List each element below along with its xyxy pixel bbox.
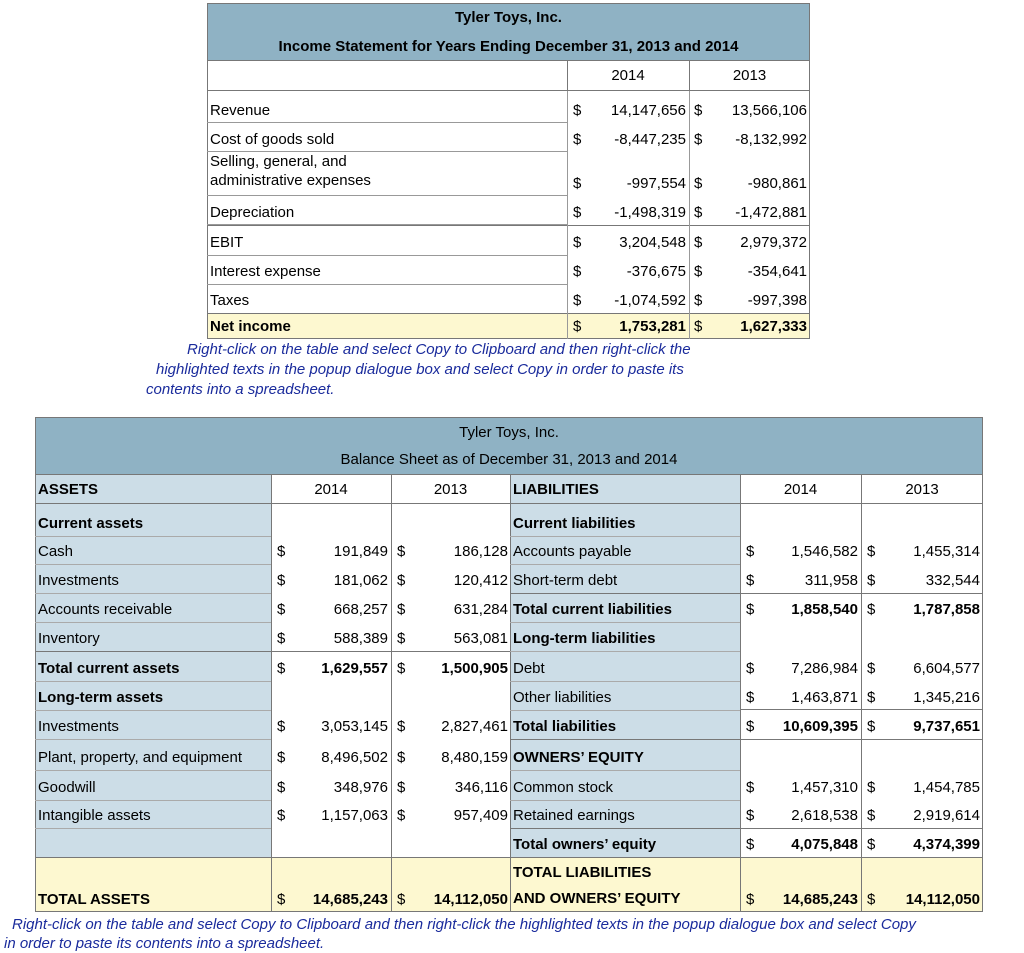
income-copy-instruction: Right-click on the table and select Copy to Clipboard and then right-click the <box>187 341 691 358</box>
income-value-2013: -1,472,881 <box>735 204 807 221</box>
liabilities-value-2014: 10,609,395 <box>782 718 858 735</box>
currency-symbol: $ <box>746 891 755 908</box>
income-value-2013: -8,132,992 <box>735 131 807 148</box>
currency-symbol: $ <box>277 572 286 589</box>
currency-symbol: $ <box>397 543 406 560</box>
liabilities-header: LIABILITIES <box>513 481 599 498</box>
income-value-2013: -354,641 <box>747 263 807 280</box>
currency-symbol: $ <box>694 175 703 192</box>
income-row-label: Selling, general, and <box>210 153 347 170</box>
currency-symbol: $ <box>397 807 406 824</box>
liabilities-label: Other liabilities <box>513 689 612 706</box>
liabilities-value-2014: 311,958 <box>804 572 858 589</box>
currency-symbol: $ <box>573 263 582 280</box>
currency-symbol: $ <box>694 131 703 148</box>
currency-symbol: $ <box>277 660 286 677</box>
assets-value-2014: 14,685,243 <box>312 891 388 908</box>
assets-value-2013: 2,827,461 <box>441 718 508 735</box>
liabilities-label: Total current liabilities <box>513 601 672 618</box>
bs-assets-year-2014: 2014 <box>314 481 348 498</box>
income-value-2013: 13,566,106 <box>731 102 807 119</box>
currency-symbol: $ <box>867 660 876 677</box>
balance-copy-instruction: Right-click on the table and select Copy to Clipboard and then right-click the highlighted texts in the popup dialogue box and select Copy <box>12 916 916 933</box>
liabilities-label: Debt <box>513 660 545 677</box>
currency-symbol: $ <box>694 292 703 309</box>
assets-label: TOTAL ASSETS <box>38 891 150 908</box>
currency-symbol: $ <box>746 689 755 706</box>
bs-liab-year-2013: 2013 <box>905 481 939 498</box>
assets-value-2013: 563,081 <box>453 630 508 647</box>
currency-symbol: $ <box>397 630 406 647</box>
income-row-label: Taxes <box>210 292 250 309</box>
currency-symbol: $ <box>573 131 582 148</box>
currency-symbol: $ <box>277 543 286 560</box>
liabilities-label: Long-term liabilities <box>513 630 656 647</box>
currency-symbol: $ <box>277 891 286 908</box>
income-row-label: Depreciation <box>210 204 295 221</box>
income-value-2014: 1,753,281 <box>619 318 686 335</box>
liabilities-label: Total liabilities <box>513 718 617 735</box>
currency-symbol: $ <box>277 779 286 796</box>
income-company-name: Tyler Toys, Inc. <box>455 9 562 26</box>
currency-symbol: $ <box>694 102 703 119</box>
assets-value-2013: 346,116 <box>454 779 508 796</box>
liabilities-label: Total owners’ equity <box>513 836 657 853</box>
currency-symbol: $ <box>867 543 876 560</box>
balance-copy-instruction: in order to paste its contents into a spreadsheet. <box>4 935 325 952</box>
liabilities-value-2013: 2,919,614 <box>913 807 980 824</box>
currency-symbol: $ <box>746 836 755 853</box>
balance-company-name: Tyler Toys, Inc. <box>459 424 559 441</box>
currency-symbol: $ <box>867 689 876 706</box>
income-value-2013: 2,979,372 <box>740 234 807 251</box>
liabilities-value-2013: 1,345,216 <box>913 689 980 706</box>
assets-label: Long-term assets <box>38 689 164 706</box>
liabilities-label: OWNERS’ EQUITY <box>513 749 644 766</box>
liabilities-value-2013: 1,787,858 <box>913 601 980 618</box>
currency-symbol: $ <box>573 318 582 335</box>
assets-value-2014: 8,496,502 <box>321 749 388 766</box>
assets-value-2014: 3,053,145 <box>321 718 388 735</box>
assets-value-2013: 186,128 <box>453 543 508 560</box>
currency-symbol: $ <box>746 807 755 824</box>
income-row-label: administrative expenses <box>210 172 371 189</box>
liabilities-value-2013: 9,737,651 <box>913 718 980 735</box>
currency-symbol: $ <box>277 749 286 766</box>
assets-value-2014: 668,257 <box>333 601 388 618</box>
liabilities-value-2014: 1,463,871 <box>791 689 858 706</box>
assets-label: Total current assets <box>38 660 180 677</box>
assets-value-2014: 1,157,063 <box>321 807 388 824</box>
currency-symbol: $ <box>397 749 406 766</box>
currency-symbol: $ <box>746 543 755 560</box>
assets-value-2013: 957,409 <box>453 807 508 824</box>
liabilities-value-2013: 6,604,577 <box>913 660 980 677</box>
liabilities-label: Retained earnings <box>513 807 635 824</box>
assets-label: Investments <box>38 572 119 589</box>
currency-symbol: $ <box>694 263 703 280</box>
liabilities-label: AND OWNERS’ EQUITY <box>513 890 681 907</box>
currency-symbol: $ <box>867 807 876 824</box>
assets-value-2013: 8,480,159 <box>441 749 508 766</box>
currency-symbol: $ <box>397 660 406 677</box>
assets-value-2014: 348,976 <box>333 779 388 796</box>
assets-value-2014: 588,389 <box>333 630 388 647</box>
liabilities-value-2014: 7,286,984 <box>791 660 858 677</box>
income-copy-instruction: highlighted texts in the popup dialogue box and select Copy in order to paste its <box>156 361 684 378</box>
assets-header: ASSETS <box>38 481 99 498</box>
income-value-2013: -980,861 <box>747 175 807 192</box>
currency-symbol: $ <box>573 292 582 309</box>
liabilities-value-2014: 4,075,848 <box>791 836 858 853</box>
assets-label: Goodwill <box>38 779 96 796</box>
currency-symbol: $ <box>867 836 876 853</box>
income-value-2014: -376,675 <box>626 263 686 280</box>
assets-label: Accounts receivable <box>38 601 173 618</box>
income-row-label: Cost of goods sold <box>210 131 335 148</box>
bs-liab-year-2014: 2014 <box>783 481 818 498</box>
income-row-label: EBIT <box>210 234 244 251</box>
income-value-2014: -1,074,592 <box>614 292 686 309</box>
currency-symbol: $ <box>746 572 755 589</box>
income-row-label: Interest expense <box>210 263 321 280</box>
income-statement-table[interactable] <box>207 3 810 339</box>
currency-symbol: $ <box>277 601 286 618</box>
currency-symbol: $ <box>746 601 755 618</box>
assets-value-2013: 631,284 <box>453 601 508 618</box>
liabilities-value-2014: 14,685,243 <box>782 891 858 908</box>
currency-symbol: $ <box>397 891 406 908</box>
currency-symbol: $ <box>867 891 876 908</box>
currency-symbol: $ <box>397 718 406 735</box>
balance-sheet-title: Balance Sheet as of December 31, 2013 and 2014 <box>340 451 678 468</box>
liabilities-value-2014: 1,546,582 <box>791 543 858 560</box>
income-copy-instruction: contents into a spreadsheet. <box>146 381 335 398</box>
assets-label: Investments <box>38 718 119 735</box>
liabilities-label: Accounts payable <box>513 543 632 560</box>
currency-symbol: $ <box>867 779 876 796</box>
currency-symbol: $ <box>573 204 582 221</box>
assets-label: Inventory <box>38 630 100 647</box>
liabilities-value-2014: 1,858,540 <box>791 601 858 618</box>
income-row-label: Net income <box>210 318 291 335</box>
liabilities-label: Common stock <box>513 779 614 796</box>
currency-symbol: $ <box>397 779 406 796</box>
currency-symbol: $ <box>573 175 582 192</box>
income-value-2013: -997,398 <box>747 292 807 309</box>
assets-label: Current assets <box>38 515 144 532</box>
currency-symbol: $ <box>277 807 286 824</box>
income-value-2014: -8,447,235 <box>614 131 686 148</box>
income-statement-title: Income Statement for Years Ending December 31, 2013 and 2014 <box>278 38 739 55</box>
balance-sheet-table[interactable] <box>35 417 983 912</box>
assets-value-2014: 181,062 <box>333 572 388 589</box>
liabilities-label: Current liabilities <box>513 515 636 532</box>
income-value-2014: 14,147,656 <box>610 102 686 119</box>
assets-label: Cash <box>38 543 74 560</box>
assets-label: Plant, property, and equipment <box>38 749 243 766</box>
bs-assets-year-2013: 2013 <box>433 481 468 498</box>
assets-label: Intangible assets <box>38 807 151 824</box>
currency-symbol: $ <box>746 660 755 677</box>
currency-symbol: $ <box>573 102 582 119</box>
assets-value-2013: 14,112,050 <box>433 891 508 908</box>
income-value-2014: 3,204,548 <box>619 234 686 251</box>
currency-symbol: $ <box>746 718 755 735</box>
liabilities-value-2013: 4,374,399 <box>913 836 980 853</box>
currency-symbol: $ <box>694 234 703 251</box>
income-row-label: Revenue <box>210 102 271 119</box>
income-value-2014: -997,554 <box>626 175 686 192</box>
currency-symbol: $ <box>277 630 286 647</box>
assets-value-2014: 1,629,557 <box>321 660 388 677</box>
currency-symbol: $ <box>867 718 876 735</box>
currency-symbol: $ <box>694 204 703 221</box>
income-value-2013: 1,627,333 <box>740 318 807 335</box>
income-year-2014: 2014 <box>611 67 645 84</box>
assets-value-2013: 1,500,905 <box>441 660 508 677</box>
currency-symbol: $ <box>397 572 406 589</box>
currency-symbol: $ <box>694 318 703 335</box>
liabilities-value-2013: 332,544 <box>925 572 980 589</box>
currency-symbol: $ <box>277 718 286 735</box>
currency-symbol: $ <box>867 601 876 618</box>
income-year-2013: 2013 <box>732 67 767 84</box>
income-value-2014: -1,498,319 <box>614 204 686 221</box>
liabilities-value-2013: 14,112,050 <box>905 891 980 908</box>
currency-symbol: $ <box>867 572 876 589</box>
currency-symbol: $ <box>746 779 755 796</box>
assets-value-2013: 120,412 <box>453 572 508 589</box>
liabilities-value-2014: 2,618,538 <box>791 807 858 824</box>
liabilities-label: Short-term debt <box>513 572 618 589</box>
currency-symbol: $ <box>573 234 582 251</box>
liabilities-label: TOTAL LIABILITIES <box>513 864 652 881</box>
liabilities-value-2013: 1,455,314 <box>913 543 980 560</box>
liabilities-value-2013: 1,454,785 <box>913 779 980 796</box>
liabilities-value-2014: 1,457,310 <box>791 779 858 796</box>
currency-symbol: $ <box>397 601 406 618</box>
assets-value-2014: 191,849 <box>333 543 388 560</box>
